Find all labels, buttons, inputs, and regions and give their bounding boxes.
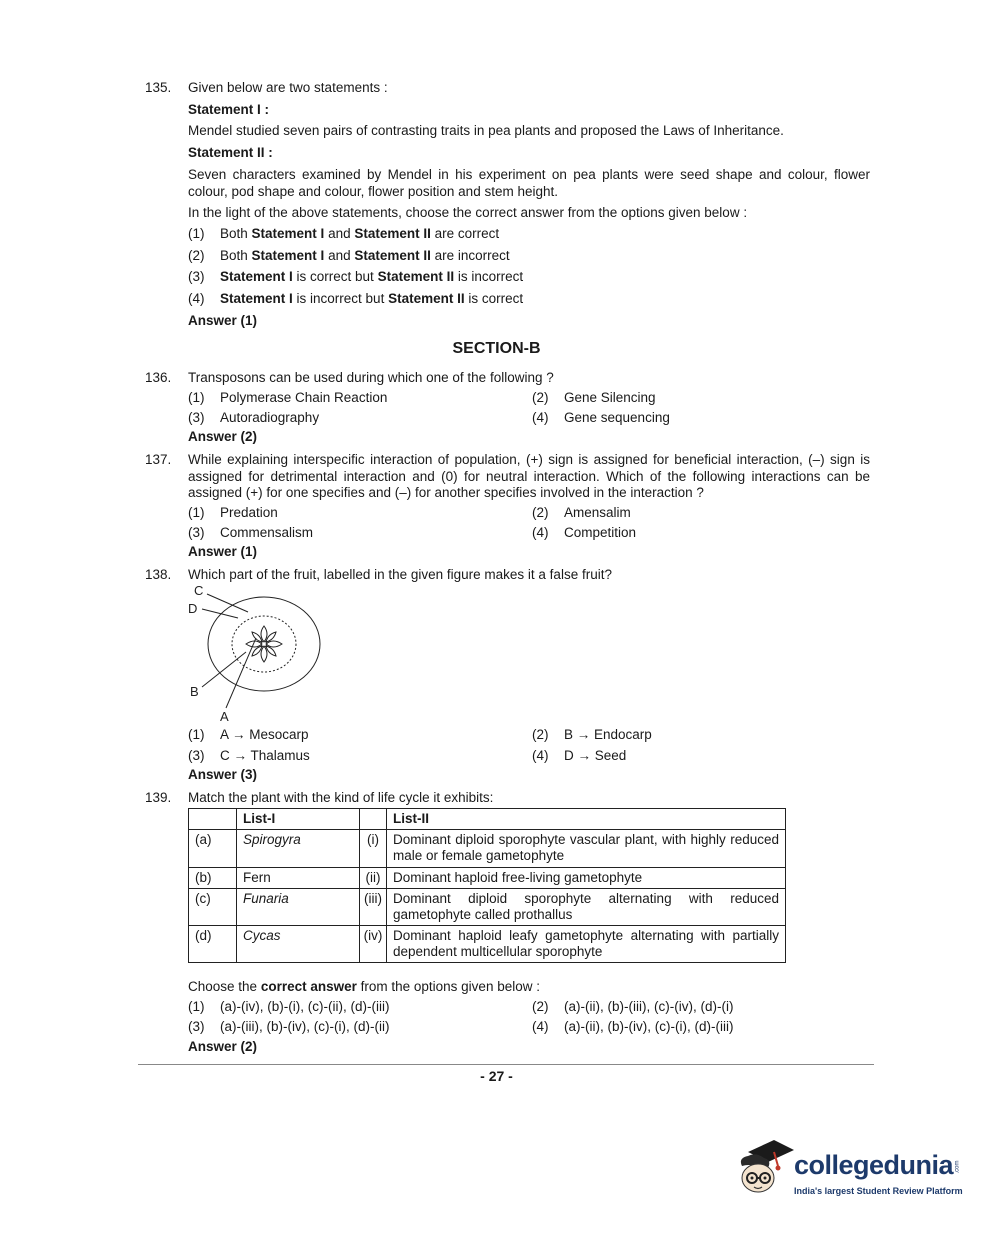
collegedunia-logo-text: collegedunia	[794, 1150, 954, 1180]
q138-number: 138.	[145, 567, 172, 582]
q137-answer: Answer (1)	[188, 544, 258, 559]
label-c: C	[194, 583, 204, 598]
leader-a	[226, 638, 256, 708]
collegedunia-logo-com: .com	[954, 1160, 961, 1174]
match-table	[188, 808, 786, 963]
q135-option-4[interactable]: (4) Statement I is incorrect but Statement II is correct	[188, 291, 524, 306]
option-number: (1)	[188, 226, 205, 241]
q139-option-3[interactable]: (3) (a)-(iii), (b)-(iv), (c)-(i), (d)-(ii)	[188, 1019, 390, 1034]
section-heading: SECTION-B	[452, 340, 541, 357]
q136-option-1[interactable]: (1) Polymerase Chain Reaction	[188, 390, 388, 405]
q135-statement2-label: Statement II :	[188, 145, 273, 160]
q136-option-2[interactable]: (2) Gene Silencing	[532, 390, 656, 405]
option-number: (4)	[188, 291, 205, 306]
collegedunia-mascot-icon	[734, 1136, 796, 1206]
plant-name: Cycas	[237, 926, 360, 963]
q137-option-3[interactable]: (3) Commensalism	[188, 525, 314, 540]
q139-option-1[interactable]: (1) (a)-(iv), (b)-(i), (c)-(ii), (d)-(iii)	[188, 999, 390, 1014]
q136-option-4[interactable]: (4) Gene sequencing	[532, 410, 670, 425]
collegedunia-tagline: India's largest Student Review Platform	[794, 1186, 963, 1196]
q135-statement2-text: Seven characters examined by Mendel in his experiment on pea plants were seed shape and colour, flower colour, pod shape and colour, flower position and stem height.	[188, 167, 870, 199]
q137-number: 137.	[145, 452, 172, 467]
q138-option-2[interactable]: (2) B → Endocarp	[532, 727, 652, 742]
label-a: A	[220, 709, 229, 724]
header-list1: List-I	[237, 809, 360, 830]
q138-option-3[interactable]: (3) C → Thalamus	[188, 748, 310, 763]
q138-option-1[interactable]: (1) A → Mesocarp	[188, 727, 309, 742]
q138-answer: Answer (3)	[188, 767, 258, 782]
core-carpels	[246, 626, 282, 662]
q136-answer: Answer (2)	[188, 429, 258, 444]
q137-text: While explaining interspecific interaction of population, (+) sign is assigned for beneficial interaction, (–) sign is assigned for detrimental interaction and (0) for neutral interaction. Which of the following interactions can be assigned (+) for one specifies and (–) for another specifies involved in the interaction ?	[188, 452, 870, 500]
q136-number: 136.	[145, 370, 172, 385]
table-row: (b) Fern (ii) Dominant haploid free-living gametophyte	[189, 868, 786, 889]
leader-c	[207, 594, 248, 612]
inner-pericarp-ellipse	[232, 616, 296, 672]
table-row: (c) Funaria (iii) Dominant diploid sporophyte alternating with reduced gametophyte called prothallus	[189, 889, 786, 926]
option-number: (3)	[188, 269, 205, 284]
q139-text: Match the plant with the kind of life cycle it exhibits:	[188, 790, 494, 805]
outer-thalamus-ellipse	[208, 597, 320, 691]
option-number: (2)	[188, 248, 205, 263]
label-d: D	[188, 601, 198, 616]
q139-option-4[interactable]: (4) (a)-(ii), (b)-(iv), (c)-(i), (d)-(iii)	[532, 1019, 734, 1034]
leader-b	[202, 652, 246, 687]
q137-option-2[interactable]: (2) Amensalim	[532, 505, 631, 520]
q135-option-1[interactable]: (1) Both Statement I and Statement II are correct	[188, 226, 500, 241]
q136-text: Transposons can be used during which one of the following ?	[188, 370, 554, 385]
q135-statement1-text: Mendel studied seven pairs of contrasting traits in pea plants and proposed the Laws of Inheritance.	[188, 123, 784, 138]
q138-text: Which part of the fruit, labelled in the given figure makes it a false fruit?	[188, 567, 612, 582]
q139-number: 139.	[145, 790, 172, 805]
life-cycle-desc: Dominant haploid free-living gametophyte	[387, 868, 786, 889]
q135-intro: Given below are two statements :	[188, 80, 388, 95]
fruit-figure	[180, 582, 340, 727]
q137-option-4[interactable]: (4) Competition	[532, 525, 637, 540]
page-number: - 27 -	[480, 1068, 513, 1084]
q139-answer: Answer (2)	[188, 1039, 258, 1054]
life-cycle-desc: Dominant haploid leafy gametophyte alternating with partially dependent multicellular sporophyte	[387, 926, 786, 963]
q135-option-2[interactable]: (2) Both Statement I and Statement II are incorrect	[188, 248, 510, 263]
table-row: (a) Spirogyra (i) Dominant diploid sporophyte vascular plant, with highly reduced male or female gametophyte	[189, 830, 786, 868]
leader-d	[202, 609, 238, 618]
plant-name: Spirogyra	[237, 830, 360, 868]
q135-option-3[interactable]: (3) Statement I is correct but Statement II is incorrect	[188, 269, 524, 284]
q135-statement1-label: Statement I :	[188, 102, 270, 117]
footer-divider	[138, 1064, 874, 1065]
plant-name: Fern	[237, 868, 360, 889]
table-row: (d) Cycas (iv) Dominant haploid leafy gametophyte alternating with partially dependent multicellular sporophyte	[189, 926, 786, 963]
q138-option-4[interactable]: (4) D → Seed	[532, 748, 627, 763]
q135-number: 135.	[145, 80, 172, 95]
header-list2: List-II	[387, 809, 786, 830]
life-cycle-desc: Dominant diploid sporophyte alternating with reduced gametophyte called prothallus	[387, 889, 786, 926]
q137-option-1[interactable]: (1) Predation	[188, 505, 278, 520]
plant-name: Funaria	[237, 889, 360, 926]
q139-instruction: Choose the correct answer from the options given below :	[188, 979, 540, 994]
life-cycle-desc: Dominant diploid sporophyte vascular plant, with highly reduced male or female gametophyte	[387, 830, 786, 868]
q135-answer: Answer (1)	[188, 313, 258, 328]
q135-instruction: In the light of the above statements, choose the correct answer from the options given below :	[188, 205, 748, 220]
label-b: B	[190, 684, 199, 699]
q136-option-3[interactable]: (3) Autoradiography	[188, 410, 320, 425]
table-header-row	[189, 809, 786, 830]
q139-option-2[interactable]: (2) (a)-(ii), (b)-(iii), (c)-(iv), (d)-(i)	[532, 999, 734, 1014]
